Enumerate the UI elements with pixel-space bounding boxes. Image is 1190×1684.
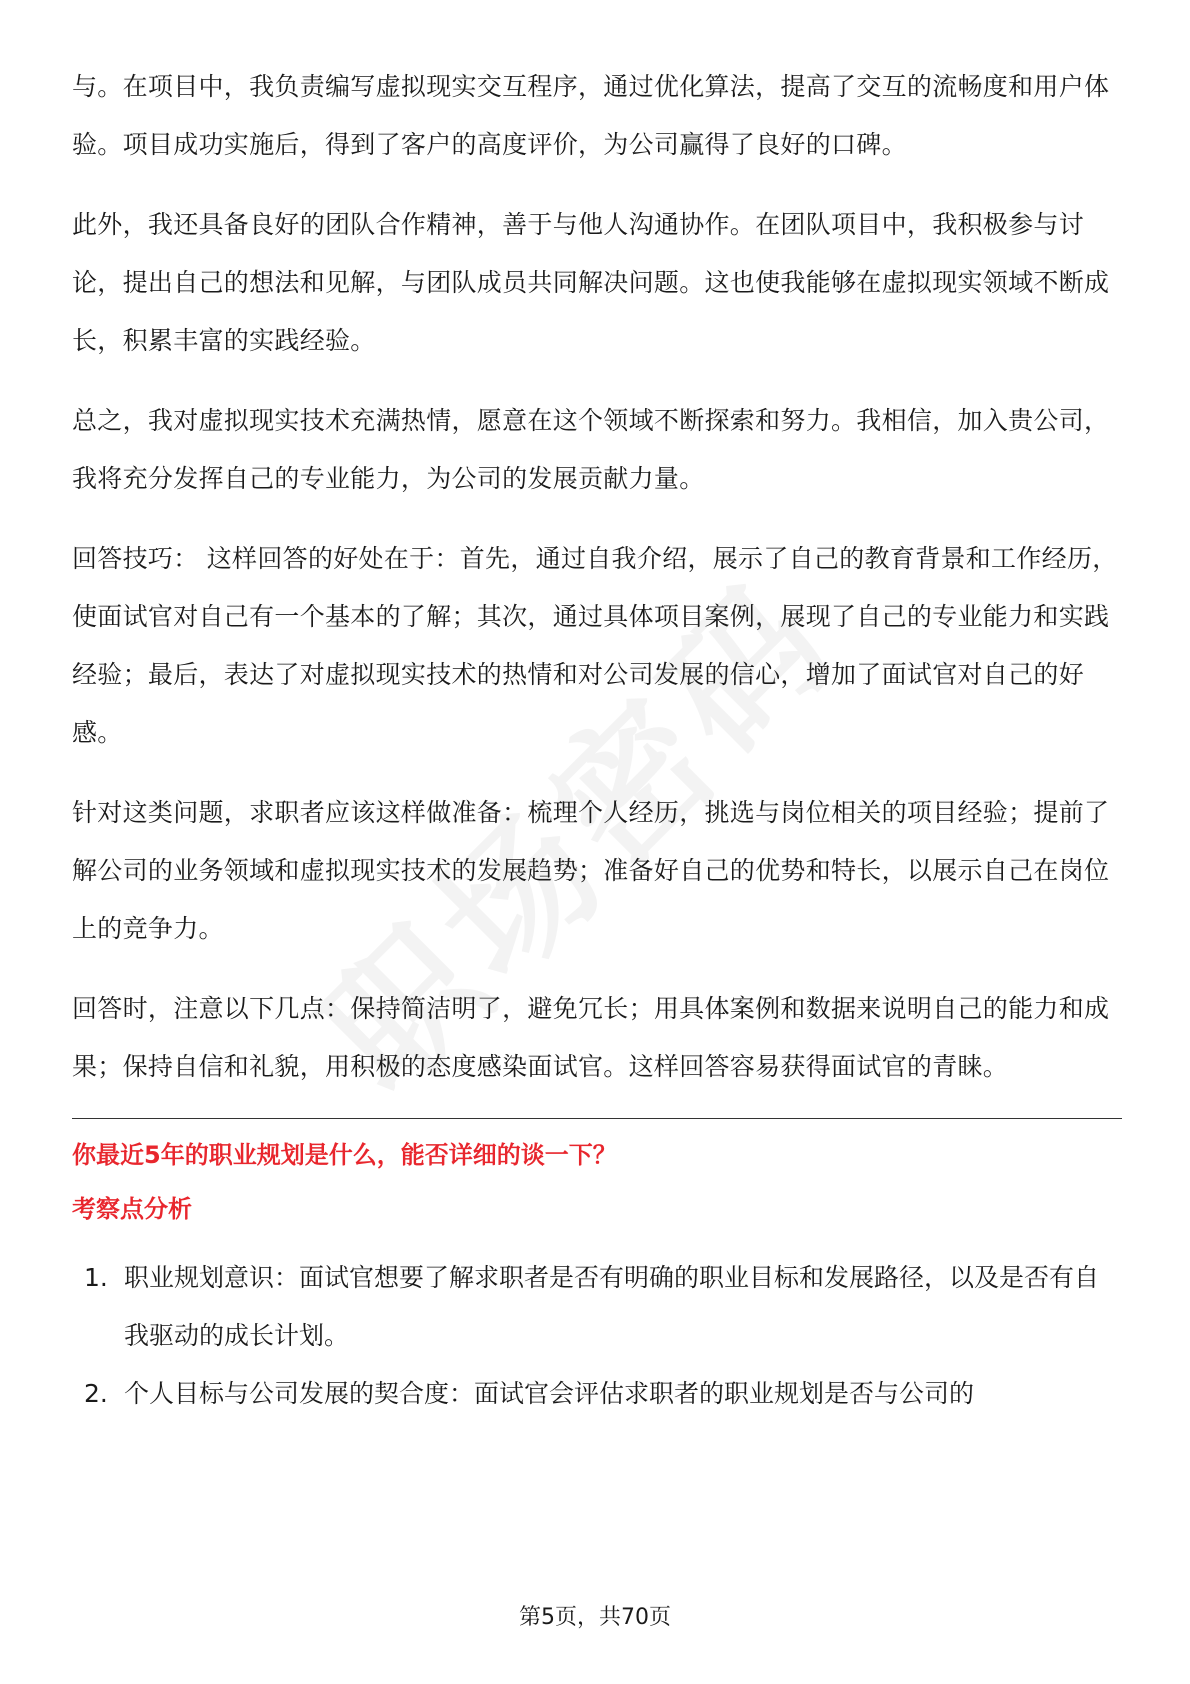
analysis-heading: 考察点分析 [72,1195,192,1223]
page-footer: 第5页，共70页 [519,1605,671,1630]
section-divider [72,1118,1122,1119]
paragraph-preparation: 针对这类问题，求职者应该这样做准备：梳理个人经历，挑选与岗位相关的项目经验；提前了解公司的业务领域和虚拟现实技术的发展趋势；准备好自己的优势和特长，以展示自己在岗位上的竞争力。 [72,798,1110,943]
list-item-number: 2. [84,1379,108,1408]
paragraph-project: 与。在项目中，我负责编写虚拟现实交互程序，通过优化算法，提高了交互的流畅度和用户体验。项目成功实施后，得到了客户的高度评价，为公司赢得了良好的口碑。 [72,72,1110,159]
paragraph-summary: 总之，我对虚拟现实技术充满热情，愿意在这个领域不断探索和努力。我相信，加入贵公司，我将充分发挥自己的专业能力，为公司的发展贡献力量。 [72,406,1110,493]
analysis-list [72,1249,1122,1423]
list-item-number: 1. [84,1263,108,1292]
list-item-text: 职业规划意识：面试官想要了解求职者是否有明确的职业目标和发展路径，以及是否有自我驱动的成长计划。 [124,1263,1100,1350]
question-heading: 你最近5年的职业规划是什么，能否详细的谈一下？ [72,1141,617,1169]
list-item-text: 个人目标与公司发展的契合度：面试官会评估求职者的职业规划是否与公司的 [124,1379,975,1408]
list-item [72,1365,1122,1423]
list-item [72,1249,1122,1365]
paragraph-notes: 回答时，注意以下几点：保持简洁明了，避免冗长；用具体案例和数据来说明自己的能力和成果；保持自信和礼貌，用积极的态度感染面试官。这样回答容易获得面试官的青睐。 [72,994,1110,1081]
paragraph-answer-tips: 回答技巧： 这样回答的好处在于：首先，通过自我介绍，展示了自己的教育背景和工作经历，使面试官对自己有一个基本的了解；其次，通过具体项目案例，展现了自己的专业能力和实践经验；最后，表达了对虚拟现实技术的热情和对公司发展的信心，增加了面试官对自己的好感。 [72,544,1118,747]
paragraph-teamwork: 此外，我还具备良好的团队合作精神，善于与他人沟通协作。在团队项目中，我积极参与讨论，提出自己的想法和见解，与团队成员共同解决问题。这也使我能够在虚拟现实领域不断成长，积累丰富的实践经验。 [72,210,1110,355]
page-content [72,58,1122,1423]
